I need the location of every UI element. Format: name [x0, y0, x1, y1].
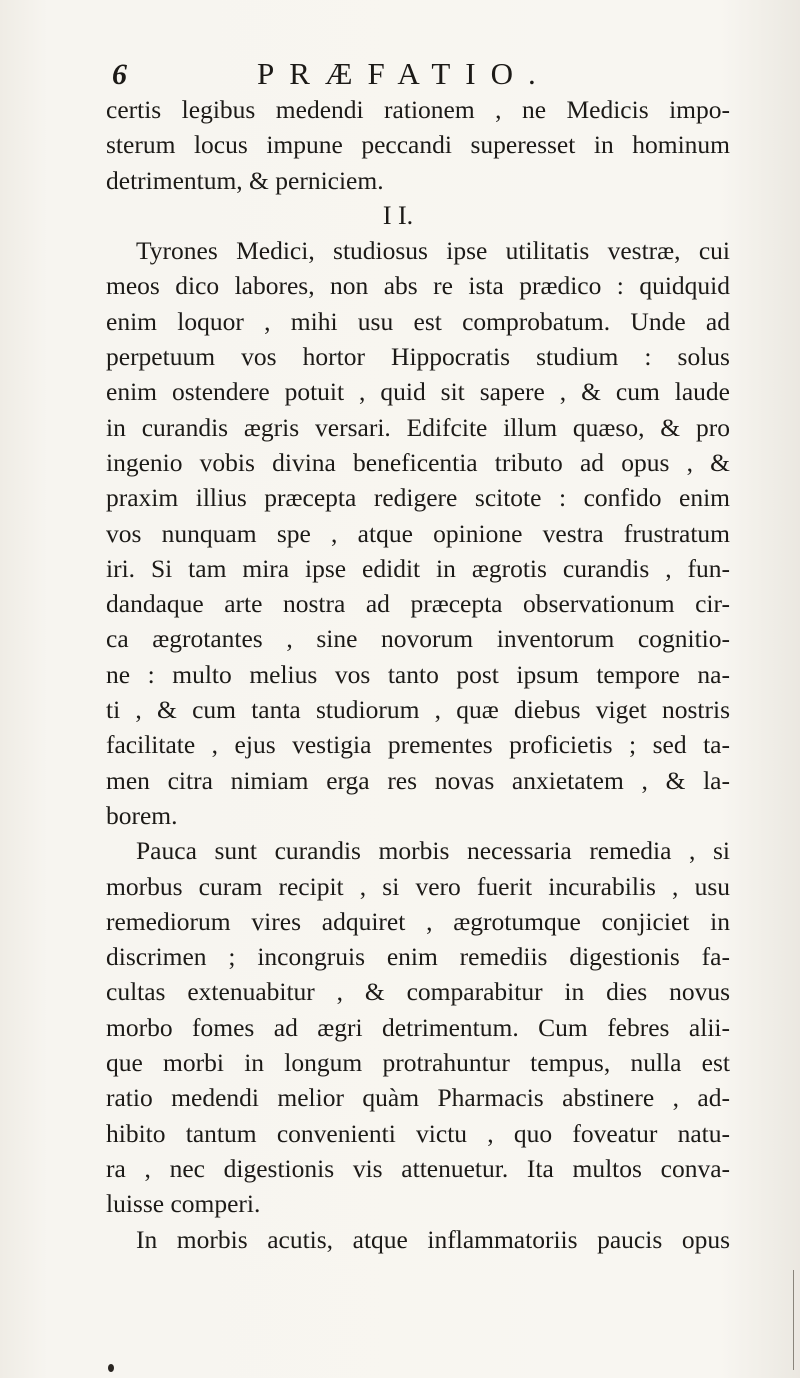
- text-line: cultas extenuabitur , & comparabitur in dies novus: [106, 977, 730, 1007]
- text-line: in curandis ægris versari. Edifcite illum quæso, & pro: [106, 412, 730, 442]
- text-line: enim loquor , mihi usu est comprobatum. Unde ad: [106, 306, 730, 336]
- text-line: dandaque arte nostra ad præcepta observationum cir-: [106, 589, 730, 619]
- paragraph-start-line: In morbis acutis, atque inflammatoriis paucis opus: [136, 1224, 730, 1254]
- ink-spot: [108, 1364, 114, 1372]
- text-line: perpetuum vos hortor Hippocratis studium : solus: [106, 342, 730, 372]
- text-line: ra , nec digestionis vis attenuetur. Ita multos conva-: [106, 1153, 730, 1183]
- text-line: borem.: [106, 800, 178, 830]
- text-line: morbus curam recipit , si vero fuerit incurabilis , usu: [106, 871, 730, 901]
- text-line: vos nunquam spe , atque opinione vestra frustratum: [106, 518, 730, 548]
- text-line: luisse comperi.: [106, 1189, 261, 1219]
- paragraph-start-line: Tyrones Medici, studiosus ipse utilitatis vestræ, cui: [136, 236, 730, 266]
- text-line: ca ægrotantes , sine novorum inventorum cognitio-: [106, 624, 730, 654]
- text-line: facilitate , ejus vestigia prementes proficietis ; sed ta-: [106, 730, 730, 760]
- text-line: hibito tantum convenienti victu , quo foveatur natu-: [106, 1118, 730, 1148]
- page-number: 6: [112, 58, 127, 91]
- text-line: praxim illius præcepta redigere scitote : confido enim: [106, 483, 730, 513]
- text-line: ratio medendi melior quàm Pharmacis abstinere , ad-: [106, 1083, 730, 1113]
- text-line: certis legibus medendi rationem , ne Medicis impo-: [106, 95, 730, 124]
- text-line: ti , & cum tanta studiorum , quæ diebus viget nostris: [106, 695, 730, 725]
- section-number: I I.: [382, 200, 414, 230]
- text-line: meos dico labores, non abs re ista prædico : quidquid: [106, 271, 730, 301]
- running-title: PRÆFATIO.: [257, 56, 551, 91]
- body-text: [106, 92, 730, 1257]
- page-edge-shadow: [793, 1270, 794, 1370]
- text-line: sterum locus impune peccandi superesset in hominum: [106, 130, 730, 160]
- text-line: discrimen ; incongruis enim remediis digestionis fa-: [106, 942, 730, 972]
- text-line: remediorum vires adquiret , ægrotumque conjiciet in: [106, 906, 730, 936]
- text-line: morbo fomes ad ægri detrimentum. Cum febres alii-: [106, 1012, 730, 1042]
- text-line: ne : multo melius vos tanto post ipsum tempore na-: [106, 659, 730, 689]
- text-line: enim ostendere potuit , quid sit sapere , & cum laude: [106, 377, 730, 407]
- text-line: men citra nimiam erga res novas anxietatem , & la-: [106, 765, 730, 795]
- text-line: detrimentum, & perniciem.: [106, 165, 384, 195]
- text-line: ingenio vobis divina beneficentia tributo ad opus , &: [106, 447, 730, 477]
- paragraph-start-line: Pauca sunt curandis morbis necessaria remedia , si: [136, 836, 730, 866]
- text-line: que morbi in longum protrahuntur tempus, nulla est: [106, 1048, 730, 1078]
- page-header: [112, 56, 712, 96]
- text-line: iri. Si tam mira ipse edidit in ægrotis curandis , fun-: [106, 553, 730, 583]
